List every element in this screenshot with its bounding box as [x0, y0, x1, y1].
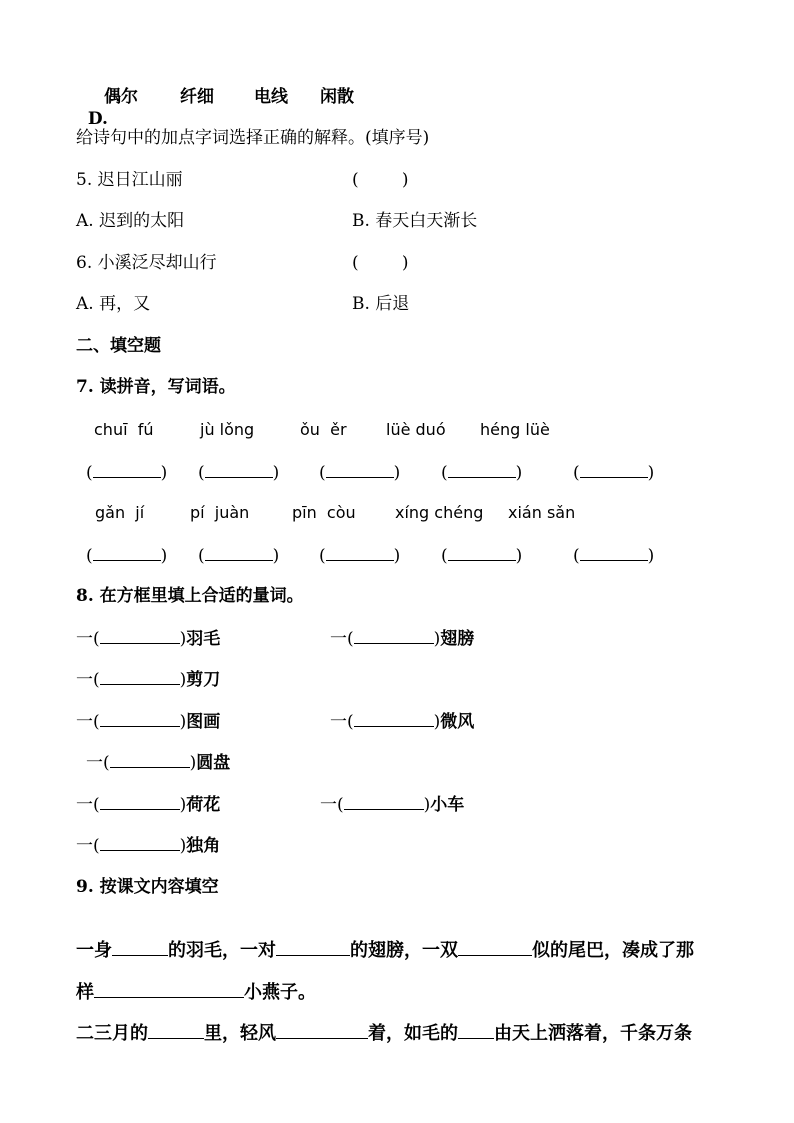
q9-text: 里，轻风 [204, 1023, 276, 1044]
q9-line-1 [76, 917, 694, 962]
q7-answer-blank[interactable]: ( ) [86, 546, 168, 566]
q9-text: 由天上洒落着，千条万条 [494, 1023, 692, 1044]
q8-noun: 荷花 [186, 795, 221, 815]
q8-prefix: 一 [330, 712, 347, 732]
q7-pinyin-8: pīn còu [292, 503, 356, 522]
q7-title: 7. 读拼音，写词语。 [76, 377, 236, 397]
q7-pinyin-5: héng lüè [480, 420, 550, 439]
q8-item[interactable]: 一( )独角 [76, 836, 221, 856]
q8-noun: 独角 [186, 836, 221, 856]
q7-answer-blank[interactable]: ( ) [198, 463, 280, 483]
q9-blank[interactable] [276, 1022, 368, 1039]
q7-answer-blank[interactable]: ( ) [573, 546, 655, 566]
q7-pinyin-6: gǎn jí [95, 503, 145, 522]
q9-line-2 [76, 959, 316, 1004]
q9-blank[interactable] [148, 1022, 204, 1039]
q8-item[interactable]: 一( )荷花 [76, 795, 221, 815]
q6-option-a: A. 再，又 [76, 294, 151, 314]
q8-noun: 翅膀 [440, 629, 475, 649]
q8-noun: 图画 [186, 712, 221, 732]
q8-item[interactable]: 一( )剪刀 [76, 670, 221, 690]
q7-pinyin-7: pí juàn [190, 503, 250, 522]
q9-text: 的羽毛，一对 [168, 940, 276, 961]
q7-answer-blank[interactable]: ( ) [441, 546, 523, 566]
option-d-word-2: 纤细 [180, 87, 214, 107]
q7-pinyin-10: xián sǎn [508, 503, 576, 522]
q7-answer-blank[interactable]: ( ) [441, 463, 523, 483]
q8-prefix: 一 [86, 753, 103, 773]
option-d-word-3: 电线 [254, 87, 288, 107]
q8-item[interactable]: 一( )微风 [330, 712, 475, 732]
q7-answer-blank[interactable]: ( ) [86, 463, 168, 483]
q9-text: 似的尾巴，凑成了那 [532, 940, 694, 961]
q8-item[interactable]: 一( )小车 [320, 795, 465, 815]
q9-text: 二三月的 [76, 1023, 148, 1044]
q9-text: 一身 [76, 940, 112, 961]
q8-prefix: 一 [76, 795, 93, 815]
section-2-heading: 二、填空题 [76, 336, 161, 356]
q9-line-3 [76, 1000, 692, 1045]
q8-prefix: 一 [76, 712, 93, 732]
q8-noun: 圆盘 [196, 753, 231, 773]
q5-option-a: A. 迟到的太阳 [76, 211, 185, 231]
q8-item[interactable]: 一( )图画 [76, 712, 221, 732]
q6-answer-paren[interactable]: ( ) [352, 253, 409, 273]
q8-prefix: 一 [330, 629, 347, 649]
q9-blank[interactable] [94, 981, 244, 998]
q5-option-b: B. 春天白天渐长 [352, 211, 478, 231]
q9-blank[interactable] [458, 939, 532, 956]
q9-text: 的翅膀，一双 [350, 940, 458, 961]
q8-noun: 小车 [430, 795, 465, 815]
q7-pinyin-4: lüè duó [386, 420, 446, 439]
q9-blank[interactable] [458, 1022, 494, 1039]
q8-prefix: 一 [76, 670, 93, 690]
q8-item[interactable]: 一( )圆盘 [86, 753, 231, 773]
q9-text: 小燕子。 [244, 982, 316, 1003]
q7-answer-blank[interactable]: ( ) [319, 546, 401, 566]
q8-prefix: 一 [76, 629, 93, 649]
q8-prefix: 一 [76, 836, 93, 856]
option-d-word-1: 偶尔 [104, 87, 138, 107]
q8-title: 8. 在方框里填上合适的量词。 [76, 586, 304, 606]
instruction-text: 给诗句中的加点字词选择正确的解释。(填序号) [76, 128, 430, 148]
q5-answer-paren[interactable]: ( ) [352, 170, 409, 190]
q5-stem: 5. 迟日江山丽 [76, 170, 183, 190]
q9-blank[interactable] [112, 939, 168, 956]
q9-blank[interactable] [276, 939, 350, 956]
q6-option-b: B. 后退 [352, 294, 410, 314]
q7-answer-blank[interactable]: ( ) [573, 463, 655, 483]
option-d-word-4: 闲散 [320, 87, 354, 107]
q7-pinyin-3: ǒu ěr [300, 420, 347, 439]
q7-answer-blank[interactable]: ( ) [198, 546, 280, 566]
q9-text: 样 [76, 982, 94, 1003]
q8-item[interactable]: 一( )羽毛 [76, 629, 221, 649]
q7-pinyin-2: jù lǒng [200, 420, 255, 439]
q8-noun: 微风 [440, 712, 475, 732]
q7-pinyin-1: chuī fú [94, 420, 154, 439]
q8-item[interactable]: 一( )翅膀 [330, 629, 475, 649]
q8-prefix: 一 [320, 795, 337, 815]
q7-pinyin-9: xíng chéng [395, 503, 484, 522]
q9-text: 着，如毛的 [368, 1023, 458, 1044]
q7-answer-blank[interactable]: ( ) [319, 463, 401, 483]
q6-stem: 6. 小溪泛尽却山行 [76, 253, 217, 273]
q8-noun: 羽毛 [186, 629, 221, 649]
q8-noun: 剪刀 [186, 670, 221, 690]
option-d-label: D. [87, 109, 108, 129]
q9-title: 9. 按课文内容填空 [76, 877, 219, 897]
